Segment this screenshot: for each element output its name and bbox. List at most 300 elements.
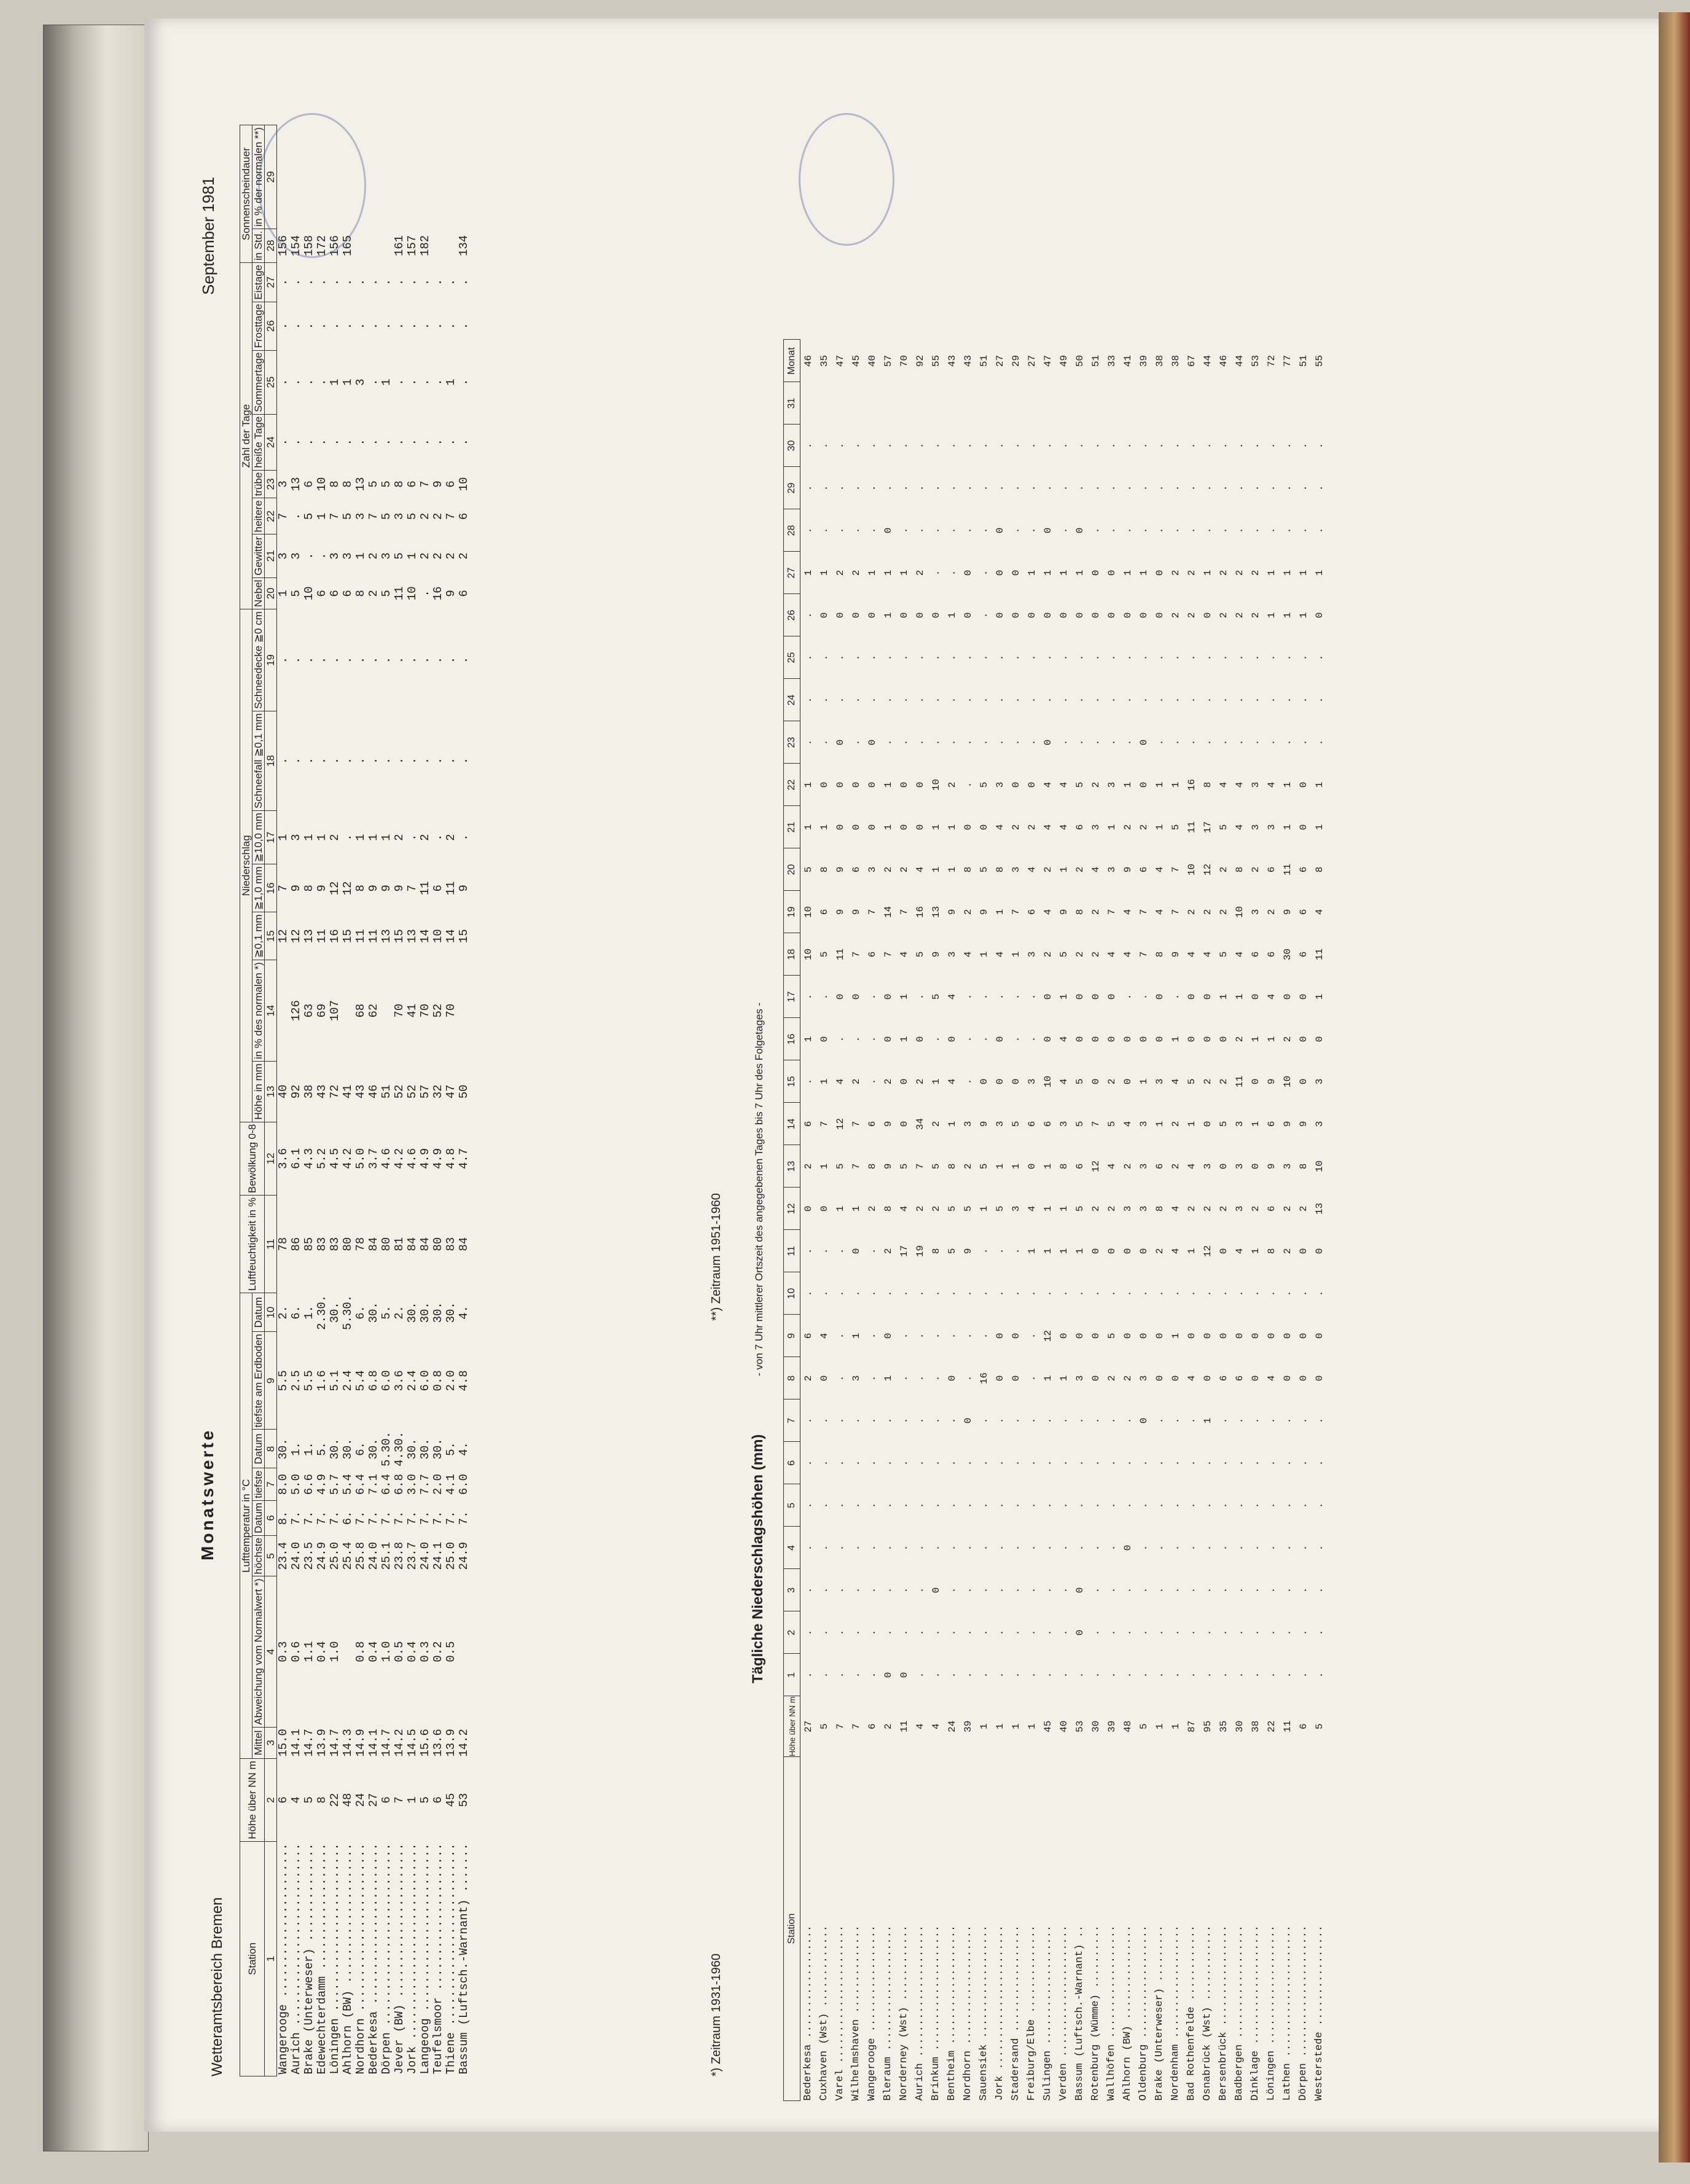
- cell: 30.: [405, 1302, 419, 1323]
- cell: 92: [289, 1084, 303, 1099]
- cell: 2: [418, 512, 432, 520]
- cell: .: [1090, 1544, 1101, 1551]
- cell: .: [289, 322, 303, 330]
- cell: .: [1011, 1417, 1022, 1424]
- table-row: [393, 125, 406, 2076]
- cell: 0: [1282, 1375, 1293, 1382]
- t1-h-lufttemp: Lufttemperatur in °C: [240, 1293, 252, 1759]
- cell: 30.: [367, 1438, 380, 1460]
- library-stamp: [799, 113, 894, 246]
- cell: .: [302, 656, 316, 664]
- cell: .: [899, 1629, 910, 1636]
- cell: 0: [1106, 1036, 1117, 1043]
- cell: .: [867, 1333, 878, 1339]
- cell: .: [444, 439, 458, 446]
- cell: 5: [1314, 1723, 1325, 1730]
- cell: 2: [835, 569, 846, 576]
- table-row: [329, 125, 342, 2076]
- t1-h-eis: Eistage: [252, 263, 265, 302]
- cell: 1: [1266, 569, 1277, 576]
- cell: .: [803, 1290, 814, 1297]
- cell: 16: [915, 906, 926, 918]
- cell: 2: [1234, 1036, 1245, 1043]
- cell: 6: [1298, 1723, 1309, 1730]
- cell: 0: [915, 1036, 926, 1043]
- table-row: [432, 125, 445, 2076]
- cell: .: [947, 442, 958, 449]
- cell: 5.: [444, 1442, 458, 1456]
- t1-h-heisse: heiße Tage: [252, 414, 265, 470]
- station-name: Nordhorn ........................: [354, 1843, 367, 2075]
- station-name: Oldenburg ..................: [1138, 1925, 1149, 2101]
- cell: 7: [418, 480, 432, 488]
- cell: 5.7: [328, 1474, 342, 1495]
- cell: [1296, 382, 1312, 425]
- cell: 13: [405, 929, 419, 944]
- cell: 45: [851, 354, 862, 367]
- cell: .: [803, 612, 814, 619]
- cell: .: [963, 1502, 974, 1509]
- cell: 6: [819, 909, 830, 915]
- cell: .: [819, 485, 830, 491]
- cell: 84: [418, 1237, 432, 1251]
- cell: 1: [1011, 951, 1022, 958]
- cell: 1: [1106, 824, 1117, 831]
- cell: .: [380, 656, 393, 664]
- cell: 0: [1011, 1333, 1022, 1339]
- cell: .: [867, 1036, 878, 1043]
- cell: 55: [1314, 354, 1325, 367]
- library-stamp-2: [258, 113, 366, 258]
- cell: 1: [947, 866, 958, 873]
- cell: .: [1058, 739, 1070, 746]
- cell: 2: [883, 1723, 894, 1730]
- station-name: Nordenham ..................: [1170, 1925, 1181, 2101]
- cell: 9: [931, 951, 942, 958]
- cell: .: [1314, 654, 1325, 661]
- cell: 0: [899, 1121, 910, 1127]
- cell: 2: [444, 552, 458, 560]
- footnote-2: **) Zeitraum 1951-1960: [710, 1193, 723, 1321]
- cell: 5: [393, 552, 406, 560]
- cell: 0: [867, 739, 878, 746]
- cell: .: [915, 485, 926, 491]
- cell: [1232, 382, 1248, 425]
- cell: 3: [867, 866, 878, 873]
- cell: 1: [1043, 1375, 1054, 1382]
- cell: .: [851, 1587, 862, 1594]
- cell: .: [979, 993, 990, 1000]
- cell: .: [899, 654, 910, 661]
- cell: .: [963, 697, 974, 703]
- cell: 2: [947, 781, 958, 788]
- cell: [445, 229, 458, 262]
- cell: .: [1186, 1460, 1197, 1466]
- cell: 1: [1154, 1121, 1165, 1127]
- t1-colnum: 2: [265, 1759, 277, 1842]
- cell: 2: [1011, 824, 1022, 831]
- cell: 0: [851, 612, 862, 619]
- cell: 1: [315, 512, 329, 520]
- cell: 1: [979, 1205, 990, 1212]
- cell: 11: [367, 929, 380, 944]
- cell: 8.: [276, 1511, 290, 1525]
- cell: 5: [341, 512, 354, 520]
- t1-colnum: 4: [265, 1576, 277, 1727]
- cell: 11: [354, 929, 367, 944]
- cell: 6.0: [457, 1474, 471, 1495]
- cell: 0: [883, 527, 894, 534]
- cell: 39: [1106, 1720, 1117, 1732]
- cell: [1200, 382, 1216, 425]
- cell: 0: [1282, 993, 1293, 1000]
- cell: .: [819, 1587, 830, 1594]
- cell: .: [979, 442, 990, 449]
- cell: 0: [1154, 993, 1165, 1000]
- cell: 0: [1186, 1333, 1197, 1339]
- cell: .: [1298, 485, 1309, 491]
- cell: .: [1186, 1544, 1197, 1551]
- cell: 0: [1138, 1248, 1149, 1254]
- cell: 0: [835, 993, 846, 1000]
- cell: 2: [1138, 824, 1149, 831]
- cell: 6: [1266, 951, 1277, 958]
- cell: .: [367, 378, 380, 386]
- cell: 10: [931, 778, 942, 791]
- cell: .: [1138, 485, 1149, 491]
- cell: 2: [1202, 1078, 1213, 1085]
- station-name: Löningen ...................: [1266, 1925, 1277, 2101]
- cell: 11: [899, 1720, 910, 1732]
- cell: .: [883, 1460, 894, 1466]
- cell: .: [1058, 442, 1070, 449]
- cell: 3: [1154, 1078, 1165, 1085]
- table-row: [960, 340, 976, 2101]
- cell: .: [947, 1417, 958, 1424]
- cell: 0.3: [276, 1641, 290, 1662]
- cell: 6: [457, 590, 471, 597]
- cell: [1312, 382, 1328, 425]
- table-row: [1088, 340, 1104, 2101]
- station-name: Wilhelmshaven ..............: [850, 1925, 862, 2101]
- cell: .: [803, 1078, 814, 1085]
- cell: .: [963, 654, 974, 661]
- cell: 0: [995, 1078, 1006, 1085]
- t2-day-header: 31: [784, 382, 800, 425]
- cell: .: [1043, 442, 1054, 449]
- cell: 0: [899, 1078, 910, 1085]
- cell: 3.6: [393, 1370, 406, 1391]
- cell: 0: [1074, 1036, 1086, 1043]
- cell: .: [418, 757, 432, 765]
- cell: 8: [1058, 1163, 1070, 1170]
- cell: 8: [302, 885, 316, 892]
- station-name: Bentheim ...................: [946, 1925, 958, 2101]
- cell: .: [1106, 697, 1117, 703]
- cell: .: [899, 485, 910, 491]
- cell: 0: [867, 612, 878, 619]
- cell: 30.: [328, 1302, 342, 1323]
- table-row: [1056, 340, 1072, 2101]
- cell: 9: [963, 1248, 974, 1254]
- cell: 10: [405, 586, 419, 601]
- cell: 5: [380, 512, 393, 520]
- cell: .: [354, 757, 367, 765]
- cell: 1.: [302, 1442, 316, 1456]
- cell: 0: [1154, 1036, 1165, 1043]
- cell: .: [302, 278, 316, 286]
- cell: .: [819, 1460, 830, 1466]
- cell: .: [947, 1629, 958, 1636]
- cell: .: [995, 1629, 1006, 1636]
- cell: 6: [431, 885, 445, 892]
- cell: 5: [418, 1796, 432, 1804]
- cell: 80: [431, 1237, 445, 1251]
- cell: 13: [354, 477, 367, 491]
- cell: 5: [1011, 1121, 1022, 1127]
- t2-day-header: 27: [784, 552, 800, 594]
- cell: .: [1218, 1672, 1229, 1678]
- t2-day-header: 23: [784, 721, 800, 764]
- cell: 3: [354, 378, 367, 386]
- cell: .: [1266, 1672, 1277, 1678]
- cell: 6: [302, 480, 316, 488]
- table-row: [1024, 340, 1040, 2101]
- t1-h-datum-2: Datum: [252, 1430, 265, 1468]
- t2-day-header: 21: [784, 806, 800, 848]
- cell: 27: [803, 1720, 814, 1732]
- t2-day-header: 8: [784, 1357, 800, 1399]
- cell: 1: [276, 834, 290, 841]
- cell: .: [315, 322, 329, 330]
- cell: 0: [1043, 612, 1054, 619]
- cell: .: [418, 378, 432, 386]
- station-name: Bersenbrück ................: [1218, 1925, 1229, 2101]
- cell: .: [1058, 485, 1070, 491]
- cell: .: [1043, 1629, 1054, 1636]
- cell: .: [1011, 1290, 1022, 1297]
- table-row: [1152, 340, 1168, 2101]
- cell: 0: [1314, 1248, 1325, 1254]
- station-name: Teufelsmoor .....................: [431, 1843, 445, 2075]
- cell: 14.7: [380, 1729, 393, 1757]
- cell: 25.0: [444, 1541, 458, 1570]
- cell: 1: [1282, 612, 1293, 619]
- cell: 84: [367, 1237, 380, 1251]
- cell: .: [1202, 697, 1213, 703]
- cell: 7: [1170, 909, 1181, 915]
- table-row: [290, 125, 303, 2076]
- cell: 3: [995, 781, 1006, 788]
- cell: .: [883, 1290, 894, 1297]
- cell: 9: [1266, 1078, 1277, 1085]
- cell: 3: [1106, 866, 1117, 873]
- cell: 14.3: [341, 1729, 354, 1757]
- cell: 0: [963, 1417, 974, 1424]
- cell: 1: [1074, 1248, 1086, 1254]
- cell: .: [819, 1290, 830, 1297]
- cell: 2: [1250, 1205, 1261, 1212]
- cell: .: [1266, 1587, 1277, 1594]
- station-name: Osnabrück (Wst) ............: [1202, 1925, 1213, 2101]
- cell: 48: [1122, 1720, 1133, 1732]
- cell: .: [1122, 1629, 1133, 1636]
- cell: .: [883, 1544, 894, 1551]
- cell: 1: [883, 612, 894, 619]
- cell: .: [1314, 1587, 1325, 1594]
- cell: 7: [393, 1796, 406, 1804]
- cell: 2: [1154, 1248, 1165, 1254]
- cell: 85: [302, 1237, 316, 1251]
- cell: 2: [803, 1375, 814, 1382]
- cell: 1: [803, 824, 814, 831]
- t1-colnum: 14: [265, 960, 277, 1062]
- cell: .: [1027, 739, 1038, 746]
- cell: [848, 382, 864, 425]
- cell: 2: [444, 834, 458, 841]
- t2-day-header: 2: [784, 1611, 800, 1654]
- t1-colnum: 29: [265, 125, 277, 229]
- cell: .: [1138, 1672, 1149, 1678]
- cell: 1: [1298, 569, 1309, 576]
- cell: .: [341, 757, 354, 765]
- cell: [864, 382, 880, 425]
- cell: 12: [328, 881, 342, 896]
- cell: 6: [315, 590, 329, 597]
- cell: 7: [835, 1723, 846, 1730]
- cell: .: [1266, 697, 1277, 703]
- t1-h-hoehe: Höhe über NN m: [240, 1759, 265, 1842]
- cell: 43: [354, 1084, 367, 1099]
- cell: 7: [328, 512, 342, 520]
- table-row: [992, 340, 1008, 2101]
- cell: .: [302, 322, 316, 330]
- t1-h-trueb: trübe: [252, 470, 265, 498]
- cell: 2: [963, 1163, 974, 1170]
- station-name: Ahlhorn (BW) ....................: [341, 1843, 354, 2075]
- cell: 14: [883, 906, 894, 918]
- cell: 0: [1266, 1333, 1277, 1339]
- cell: 7: [867, 909, 878, 915]
- cell: 0: [1027, 781, 1038, 788]
- cell: .: [315, 656, 329, 664]
- station-name: Jever (BW) ......................: [393, 1843, 406, 2075]
- cell: .: [899, 1290, 910, 1297]
- cell: 2: [803, 1163, 814, 1170]
- cell: 5.: [380, 1305, 393, 1320]
- cell: .: [915, 1587, 926, 1594]
- cell: 3: [1234, 1121, 1245, 1127]
- cell: 30.: [418, 1302, 432, 1323]
- cell: .: [1170, 442, 1181, 449]
- cell: .: [995, 1290, 1006, 1297]
- cell: 5: [1218, 951, 1229, 958]
- cell: .: [803, 654, 814, 661]
- cell: 1: [1043, 1205, 1054, 1212]
- station-name: Dörpen .....................: [1297, 1925, 1309, 2101]
- cell: 0: [1298, 824, 1309, 831]
- cell: 1: [1314, 781, 1325, 788]
- cell: .: [979, 739, 990, 746]
- cell: .: [1106, 1587, 1117, 1594]
- station-name: Langeoog ........................: [418, 1843, 432, 2075]
- cell: 2: [418, 552, 432, 560]
- cell: .: [1027, 1036, 1038, 1043]
- cell: .: [915, 654, 926, 661]
- cell: .: [457, 757, 471, 765]
- t1-colnum: 8: [265, 1430, 277, 1468]
- cell: .: [1282, 1417, 1293, 1424]
- monthly-values-table: [240, 125, 471, 2076]
- station-name: Rotenburg (Wümme) ..........: [1090, 1925, 1101, 2101]
- cell: [1216, 382, 1232, 425]
- t2-day-header: 3: [784, 1569, 800, 1611]
- cell: .: [1282, 739, 1293, 746]
- cell: .: [1266, 442, 1277, 449]
- cell: .: [1122, 442, 1133, 449]
- cell: .: [995, 654, 1006, 661]
- cell: 165: [341, 235, 354, 257]
- cell: 0: [851, 781, 862, 788]
- cell: 0: [1011, 781, 1022, 788]
- cell: .: [835, 527, 846, 534]
- cell: 5.5: [302, 1370, 316, 1391]
- cell: 0: [1202, 1121, 1213, 1127]
- cell: .: [367, 322, 380, 330]
- cell: 6.0: [380, 1370, 393, 1391]
- cell: 161: [393, 235, 406, 257]
- cell: .: [899, 1417, 910, 1424]
- station-name: Bad Rothenfelde ............: [1186, 1925, 1197, 2101]
- cell: 0: [1074, 1587, 1086, 1594]
- cell: .: [867, 527, 878, 534]
- cell: .: [1170, 1672, 1181, 1678]
- cell: 4: [1106, 951, 1117, 958]
- cell: 41: [1122, 354, 1133, 367]
- cell: 1: [1058, 1248, 1070, 1254]
- cell: 38: [302, 1084, 316, 1099]
- cell: .: [963, 1460, 974, 1466]
- cell: .: [803, 527, 814, 534]
- cell: .: [1170, 1587, 1181, 1594]
- cell: .: [963, 1078, 974, 1085]
- cell: 14.5: [405, 1729, 419, 1757]
- cell: 4.9: [418, 1148, 432, 1170]
- cell: 46: [1218, 354, 1229, 367]
- cell: 23.8: [393, 1541, 406, 1570]
- cell: .: [457, 322, 471, 330]
- cell: 50: [1074, 354, 1086, 367]
- cell: 4: [1314, 909, 1325, 915]
- cell: .: [1074, 1290, 1086, 1297]
- cell: 1: [444, 378, 458, 386]
- cell: 62: [367, 1003, 380, 1018]
- cell: .: [1043, 1502, 1054, 1509]
- cell: 15: [457, 929, 471, 944]
- cell: 0: [915, 781, 926, 788]
- cell: .: [1011, 527, 1022, 534]
- cell: .: [289, 512, 303, 520]
- cell: 0: [1154, 1375, 1165, 1382]
- t2-day-header: 7: [784, 1399, 800, 1442]
- cell: 10: [1282, 1075, 1293, 1088]
- cell: 6: [867, 951, 878, 958]
- cell: 3.6: [276, 1148, 290, 1170]
- cell: 13: [1314, 1202, 1325, 1215]
- cell: 4: [995, 951, 1006, 958]
- cell: 4.5: [328, 1148, 342, 1170]
- cell: .: [963, 781, 974, 788]
